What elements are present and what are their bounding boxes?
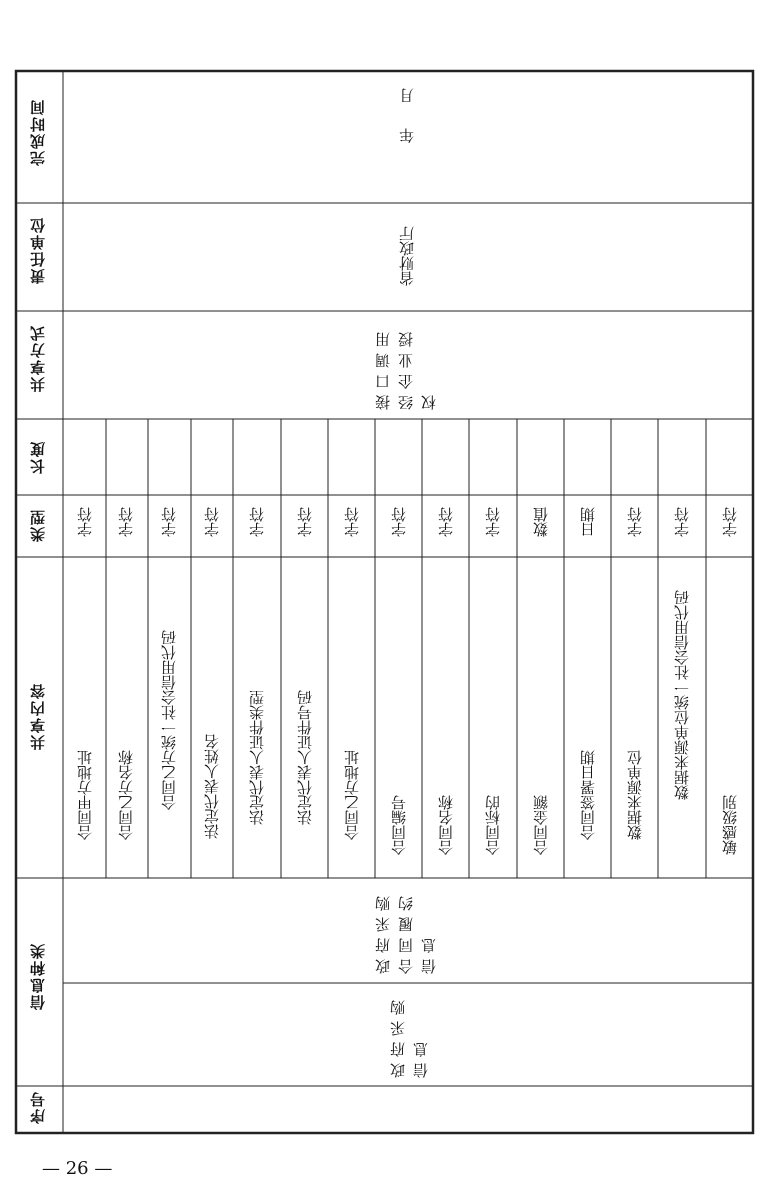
row-content: 敏感级别	[721, 795, 739, 855]
row-content: 数据来源单位统一社会信用代码	[673, 590, 691, 800]
row-type: 字符	[117, 507, 135, 537]
row-type: 字符	[248, 507, 266, 537]
row-type: 字符	[203, 507, 221, 537]
row-type: 字符	[437, 507, 455, 537]
row-type: 字符	[484, 507, 502, 537]
header-content: 共享内容	[29, 682, 47, 750]
row-content: 法定代表人证件类型	[248, 690, 266, 825]
completion-year: 年	[398, 128, 416, 143]
row-content: 合同乙方统一社会信用代码	[160, 630, 178, 810]
row-type: 字符	[160, 507, 178, 537]
row-type: 字符	[721, 507, 739, 537]
row-content: 合同标的	[484, 795, 502, 855]
header-method: 共享方式	[29, 324, 47, 392]
header-unit: 责任单位	[29, 216, 47, 284]
category-level1: 政府采购信息	[389, 994, 430, 1078]
row-type: 日期	[579, 507, 597, 537]
row-content: 合同甲方地址	[76, 750, 94, 840]
header-category: 信息种类	[29, 942, 47, 1010]
row-type: 字符	[390, 507, 408, 537]
header-time: 完成时间	[29, 98, 47, 166]
row-type: 字符	[626, 507, 644, 537]
row-content: 合同名称	[437, 795, 455, 855]
row-content: 数据来源单位	[626, 750, 644, 840]
row-type: 字符	[343, 507, 361, 537]
header-type: 类型	[29, 508, 47, 542]
row-type: 字符	[673, 507, 691, 537]
page-number: — 26 —	[42, 1158, 113, 1179]
row-type: 数值	[532, 507, 550, 537]
row-content: 合同乙方地址	[343, 750, 361, 840]
row-content: 合同签署日期	[579, 750, 597, 840]
completion-month: 月	[398, 88, 416, 103]
category-level2: 政府采购合同履约信息	[374, 890, 438, 974]
row-type: 字符	[76, 507, 94, 537]
row-content: 合同乙方名称	[117, 750, 135, 840]
row-content: 法定代表人姓名	[203, 734, 221, 839]
header-length: 长度	[29, 440, 47, 474]
row-content: 合同编号	[390, 795, 408, 855]
row-content: 合同金额	[532, 795, 550, 855]
sharing-method: 接口调用经企业授权	[374, 326, 438, 410]
row-content: 法定代表人证件号码	[296, 690, 314, 825]
header-index: 序号	[29, 1090, 47, 1124]
row-type: 字符	[296, 507, 314, 537]
responsible-unit: 省财政厅	[398, 226, 416, 286]
